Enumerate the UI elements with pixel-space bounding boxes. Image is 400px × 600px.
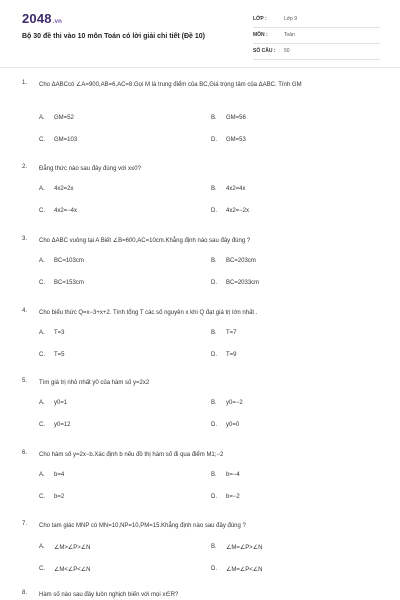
option-letter: B. — [211, 472, 217, 478]
option-letter: B. — [211, 186, 217, 192]
option-letter: A. — [39, 544, 45, 550]
option-value: T=3 — [54, 330, 65, 336]
option-value: GM=53 — [226, 137, 246, 143]
meta-value: Toán — [284, 32, 295, 38]
option-letter: B. — [211, 400, 217, 406]
option-value: y0=0 — [226, 422, 240, 428]
option-value: GM=52 — [54, 115, 74, 121]
option-letter: B. — [211, 330, 217, 336]
option-value: b=−2 — [226, 494, 240, 500]
header-divider — [0, 67, 400, 68]
option-value: BC=103cm — [54, 258, 84, 264]
option-value: ∠M=∠P>∠N — [226, 545, 263, 551]
option-value: 4x2=4x — [226, 186, 246, 192]
option-letter: D. — [211, 352, 217, 358]
option-letter: D. — [211, 137, 217, 143]
question-text: Cho hàm số y=2x−b.Xác định b nếu đồ thị hàm số đi qua điểm M1;−2 — [39, 452, 224, 458]
option-letter: C. — [39, 137, 45, 143]
option-value: y0=−2 — [226, 400, 243, 406]
option-letter: C. — [39, 422, 45, 428]
option-value: y0=1 — [54, 400, 68, 406]
option-letter: D. — [211, 280, 217, 286]
option-value: ∠M>∠P>∠N — [54, 545, 91, 551]
option-letter: A. — [39, 258, 45, 264]
option-value: 4x2=−4x — [54, 208, 78, 214]
option-letter: A. — [39, 115, 45, 121]
question-number: 3. — [22, 236, 28, 242]
meta-label: LỚP : — [253, 16, 267, 22]
meta-row-subject — [253, 30, 380, 44]
document-title: Bộ 30 đề thi vào 10 môn Toán có lời giải chi tiết (Đề 10) — [22, 33, 205, 40]
option-letter: B. — [211, 544, 217, 550]
question-text: Cho biểu thức Q=x−3+x+2. Tính tổng T các số nguyên x khi Q đạt giá trị lớn nhất . — [39, 310, 258, 316]
question-number: 2. — [22, 164, 28, 170]
question-number: 7. — [22, 521, 28, 527]
meta-label: SỐ CÂU : — [253, 48, 276, 54]
meta-value: 50 — [284, 48, 290, 54]
question-text: Cho tam giác MNP có MN=10,NP=10,PM=15.Khẳng định nào sau đây đúng ? — [39, 523, 246, 529]
option-value: ∠M=∠P<∠N — [226, 567, 263, 573]
option-value: b=2 — [54, 494, 65, 500]
option-letter: D. — [211, 208, 217, 214]
option-letter: A. — [39, 400, 45, 406]
site-logo[interactable] — [22, 11, 62, 26]
option-letter: C. — [39, 352, 45, 358]
option-value: y0=12 — [54, 422, 71, 428]
option-letter: B. — [211, 258, 217, 264]
option-letter: B. — [211, 115, 217, 121]
option-value: T=5 — [54, 352, 65, 358]
question-text: Cho ΔABC vuông tại A Biết ∠B=600,AC=10cm.Khẳng định nào sau đây đúng ? — [39, 238, 251, 244]
meta-block — [253, 14, 380, 62]
meta-row-count — [253, 46, 380, 60]
option-letter: D. — [211, 494, 217, 500]
option-letter: C. — [39, 208, 45, 214]
question-text: Đẳng thức nào sau đây đúng với x≤0? — [39, 166, 141, 172]
option-value: T=7 — [226, 330, 237, 336]
option-letter: D. — [211, 422, 217, 428]
option-value: 4x2=2x — [54, 186, 74, 192]
question-number: 5. — [22, 378, 28, 384]
option-value: BC=2033cm — [226, 280, 260, 286]
logo-main: 2048 — [22, 11, 52, 26]
option-value: BC=203cm — [226, 258, 256, 264]
meta-row-class — [253, 14, 380, 28]
option-value: GM=56 — [226, 115, 246, 121]
option-value: 4x2=−2x — [226, 208, 250, 214]
option-letter: A. — [39, 186, 45, 192]
question-text: Hàm số nào sau đây luôn nghịch biến với mọi x∈R? — [39, 592, 179, 598]
question-number: 8. — [22, 590, 28, 596]
question-text: Tìm giá trị nhỏ nhất y0 của hàm số y=2x2 — [39, 380, 150, 386]
option-value: b=4 — [54, 472, 65, 478]
option-value: T=9 — [226, 352, 237, 358]
question-number: 1. — [22, 80, 28, 86]
option-value: b=−4 — [226, 472, 240, 478]
logo-suffix: .vn — [52, 19, 63, 25]
option-letter: D. — [211, 566, 217, 572]
document-header — [0, 0, 400, 60]
option-letter: C. — [39, 494, 45, 500]
option-value: ∠M<∠P<∠N — [54, 567, 91, 573]
option-value: BC=153cm — [54, 280, 84, 286]
question-number: 6. — [22, 450, 28, 456]
question-text: Cho ΔABCcó ∠A=900,AB=6,AC=8.Gọi M là trung điểm của BC,Giá trọng tâm của ΔABC. Tính GM — [39, 82, 302, 88]
meta-label: MÔN : — [253, 32, 268, 38]
question-number: 4. — [22, 308, 28, 314]
option-letter: C. — [39, 280, 45, 286]
option-value: GM=103 — [54, 137, 78, 143]
meta-value: Lớp 9 — [284, 16, 298, 22]
option-letter: A. — [39, 330, 45, 336]
option-letter: A. — [39, 472, 45, 478]
option-letter: C. — [39, 566, 45, 572]
